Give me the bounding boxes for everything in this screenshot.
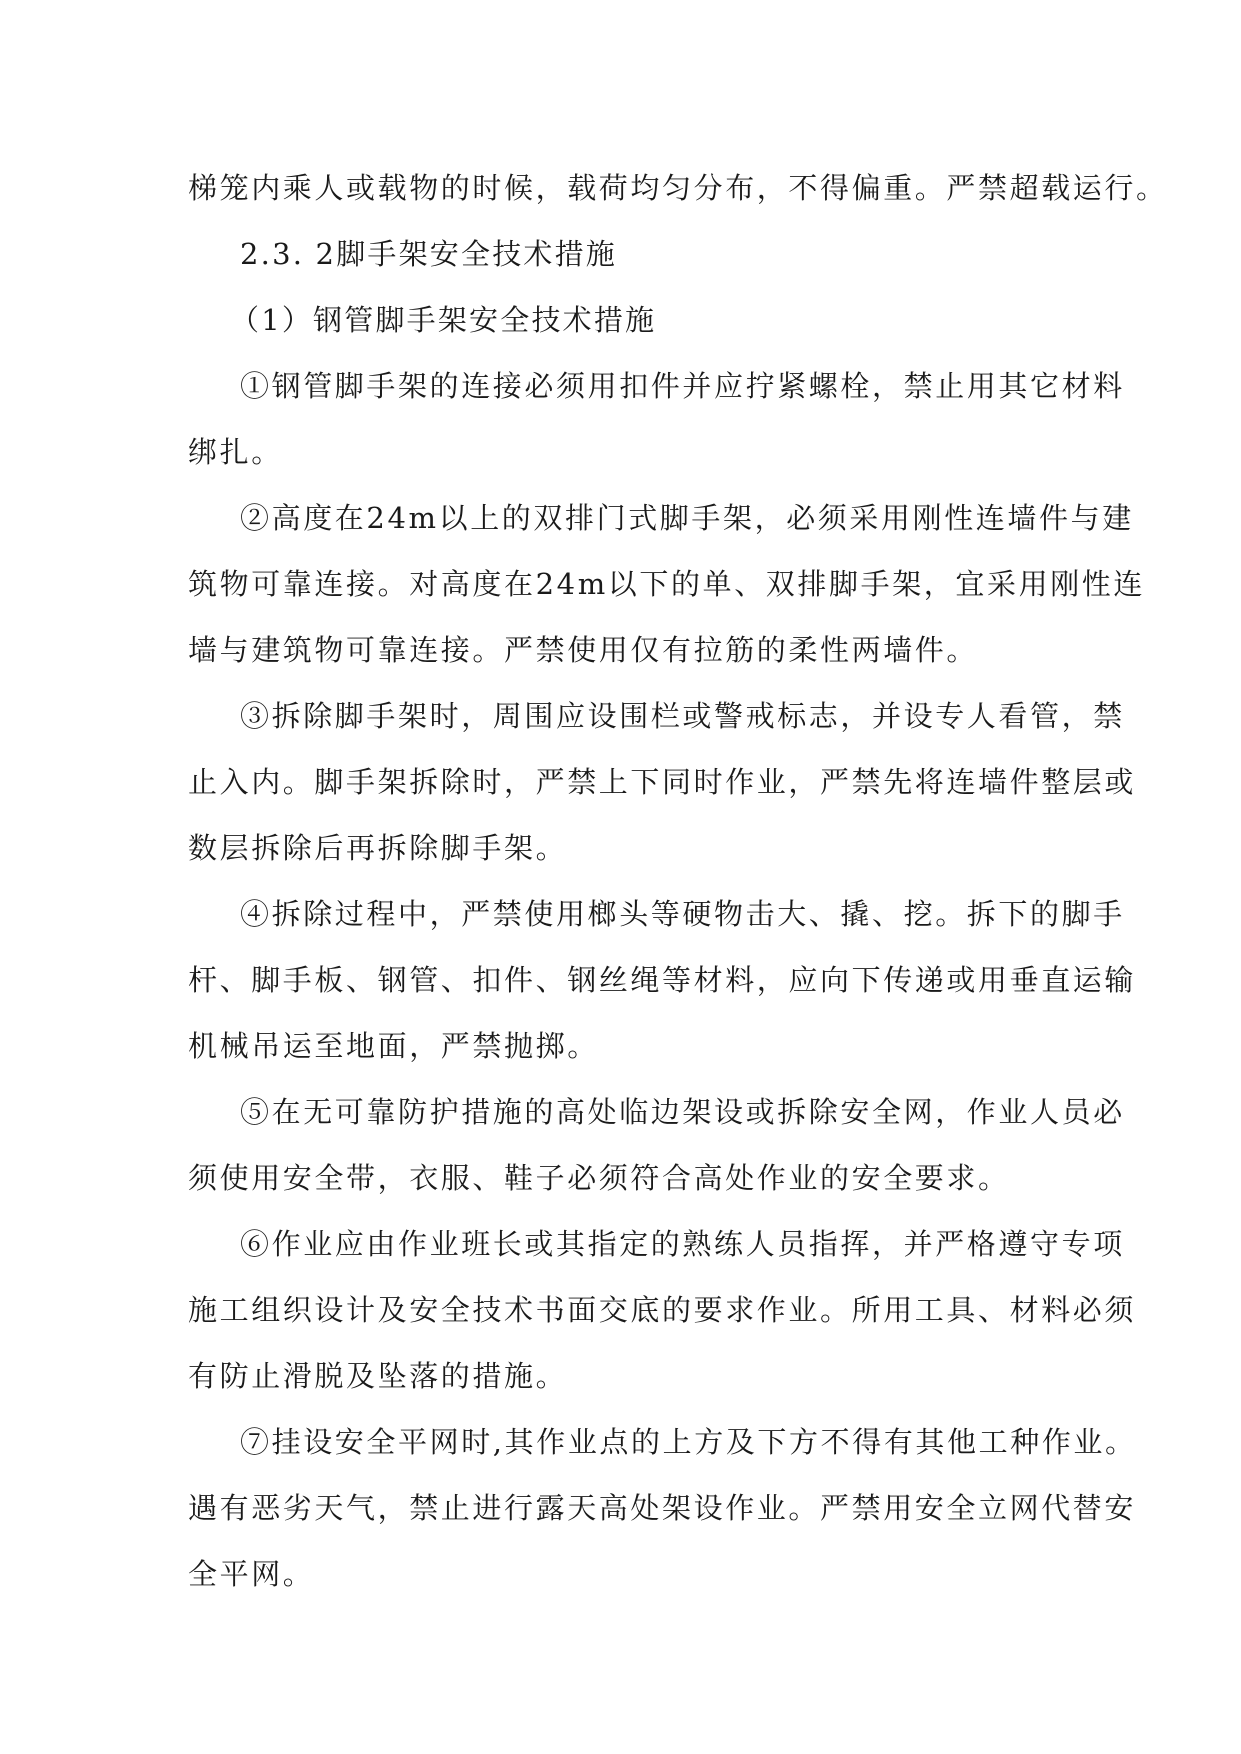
paragraph-line: ⑤在无可靠防护措施的高处临边架设或拆除安全网，作业人员必: [240, 1095, 1125, 1129]
paragraph-line: 全平网。: [188, 1557, 315, 1591]
paragraph-line: 杆、脚手板、钢管、扣件、钢丝绳等材料，应向下传递或用垂直运输: [188, 963, 1137, 997]
paragraph-line: 有防止滑脱及坠落的措施。: [188, 1359, 568, 1393]
paragraph-line: 遇有恶劣天气，禁止进行露天高处架设作业。严禁用安全立网代替安: [188, 1491, 1137, 1525]
paragraph-line: ⑥作业应由作业班长或其指定的熟练人员指挥，并严格遵守专项: [240, 1227, 1125, 1261]
paragraph-line: ③拆除脚手架时，周围应设围栏或警戒标志，并设专人看管，禁: [240, 699, 1125, 733]
paragraph-line: ④拆除过程中，严禁使用榔头等硬物击大、撬、挖。拆下的脚手: [240, 897, 1125, 931]
paragraph-line: 机械吊运至地面，严禁抛掷。: [188, 1029, 599, 1063]
paragraph-line: 数层拆除后再拆除脚手架。: [188, 831, 568, 865]
paragraph-line: ⑦挂设安全平网时,其作业点的上方及下方不得有其他工种作业。: [240, 1425, 1137, 1459]
paragraph-line: 施工组织设计及安全技术书面交底的要求作业。所用工具、材料必须: [188, 1293, 1137, 1327]
paragraph-line: 梯笼内乘人或载物的时候，载荷均匀分布，不得偏重。严禁超载运行。: [188, 171, 1168, 205]
paragraph-line: 须使用安全带，衣服、鞋子必须符合高处作业的安全要求。: [188, 1161, 1010, 1195]
paragraph-line: 筑物可靠连接。对高度在24m以下的单、双排脚手架，宜采用刚性连: [188, 567, 1146, 601]
document-body: [188, 155, 1168, 1607]
paragraph-line: ①钢管脚手架的连接必须用扣件并应拧紧螺栓，禁止用其它材料: [240, 369, 1125, 403]
subsection-heading: （1）钢管脚手架安全技术措施: [230, 303, 657, 337]
paragraph-line: 止入内。脚手架拆除时，严禁上下同时作业，严禁先将连墙件整层或: [188, 765, 1137, 799]
section-heading: 2.3. 2脚手架安全技术措施: [240, 237, 618, 271]
paragraph-line: 绑扎。: [188, 435, 283, 469]
paragraph-line: 墙与建筑物可靠连接。严禁使用仅有拉筋的柔性两墙件。: [188, 633, 979, 667]
paragraph-line: ②高度在24m以上的双排门式脚手架，必须采用刚性连墙件与建: [240, 501, 1134, 535]
